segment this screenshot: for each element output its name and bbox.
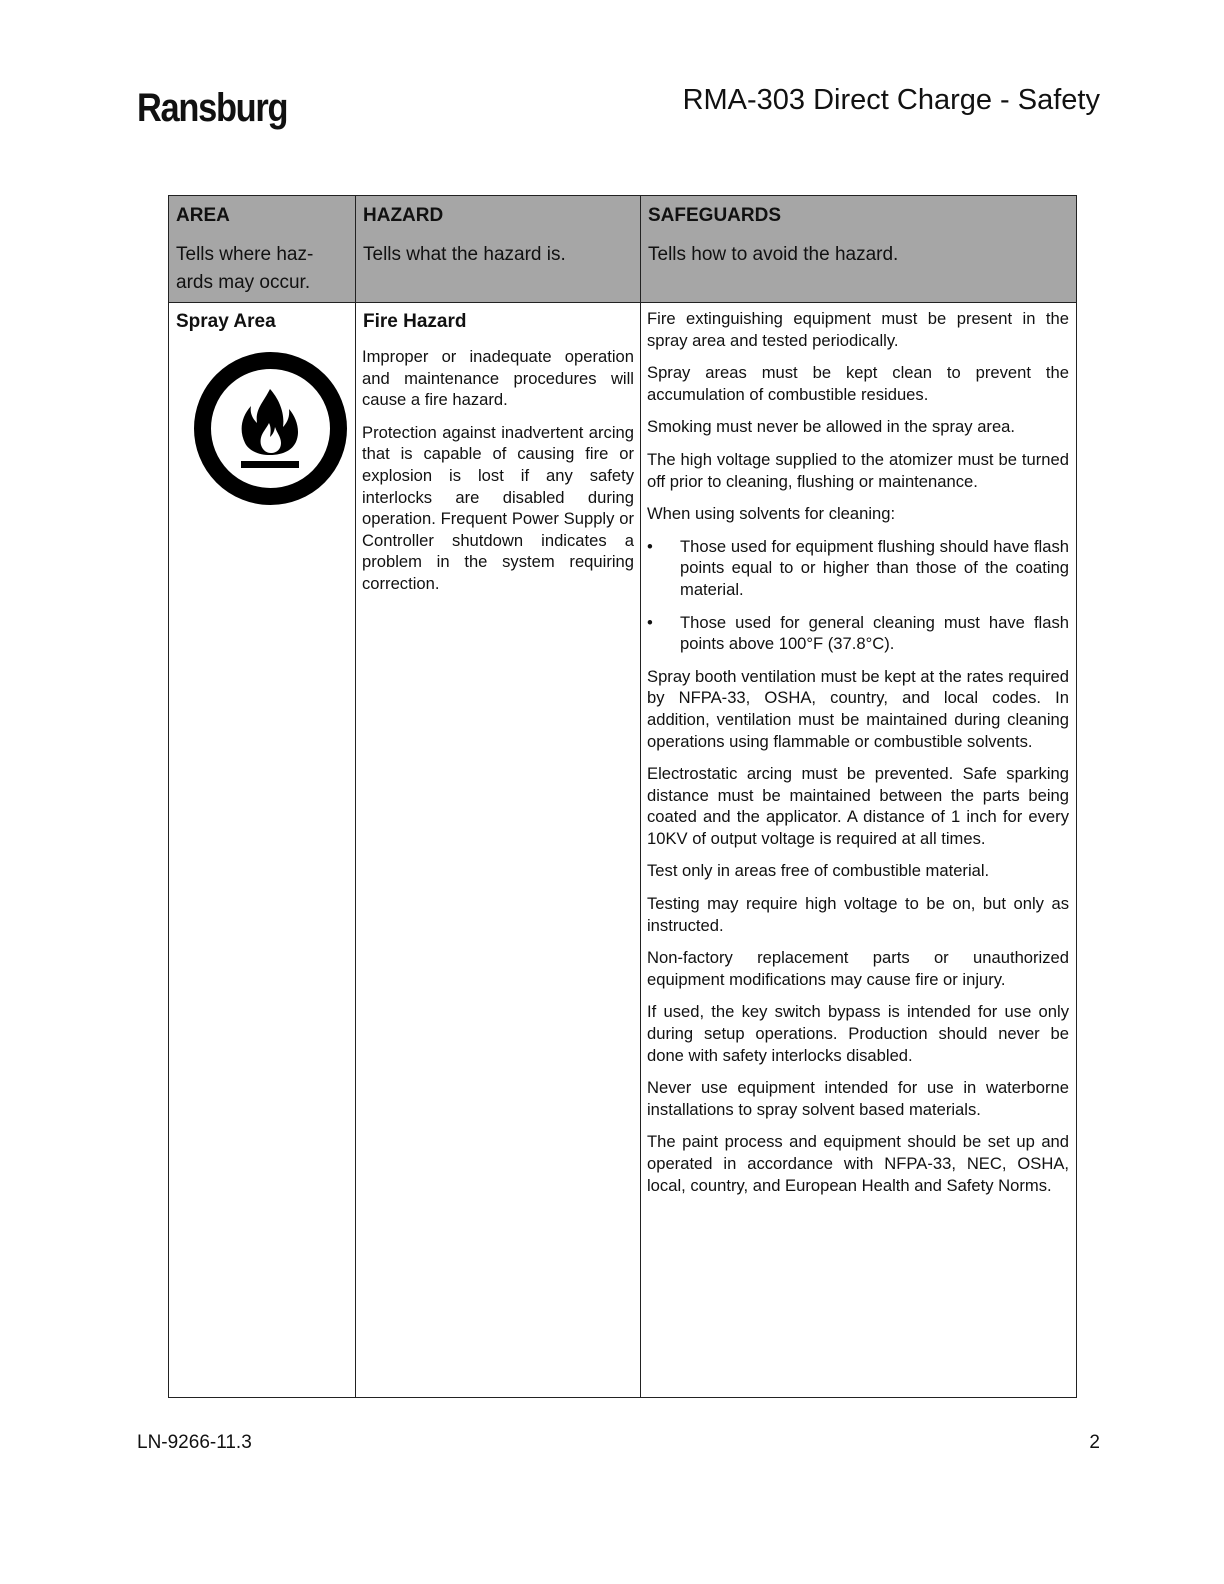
safeguard-paragraph: Spray booth ventilation must be kept at the rates required by NFPA-33, OSHA, country, and local codes. In addition, ventilation must be maintained during cleaning operations using flammable or combustible solvents. [647, 666, 1069, 751]
bullet-text: Those used for general cleaning must have flash points above 100°F (37.8°C). [680, 612, 1069, 654]
area-column [169, 196, 356, 1397]
safeguard-paragraph: Non-factory replacement parts or unauthorized equipment modifications may cause fire or injury. [647, 948, 1069, 989]
safeguard-paragraph: Spray areas must be kept clean to prevent the accumulation of combustible residues. [647, 363, 1069, 404]
hazard-paragraph: Improper or inadequate operation and maintenance procedures will cause a fire hazard. [362, 347, 634, 410]
safeguards-header-title: SAFEGUARDS [648, 205, 782, 226]
area-name: Spray Area [176, 311, 276, 332]
safeguard-paragraph: Test only in areas free of combustible material. [647, 861, 990, 881]
bullet-text: Those used for equipment flushing should have flash points equal to or higher than those of the coating material. [680, 536, 1069, 599]
area-header-title: AREA [176, 205, 230, 226]
solvent-bullet-list [647, 536, 1069, 655]
area-header-desc: Tells where haz-ards may occur. [176, 244, 314, 293]
safety-table [168, 195, 1077, 1398]
document-number: LN-9266-11.3 [137, 1432, 252, 1453]
safeguard-paragraph: Never use equipment intended for use in waterborne installations to spray solvent based materials. [647, 1078, 1069, 1119]
safeguard-paragraph: Fire extinguishing equipment must be present in the spray area and tested periodically. [647, 309, 1069, 350]
safeguards-column [641, 196, 1076, 1397]
safeguard-paragraph: Electrostatic arcing must be prevented. Safe sparking distance must be maintained between the parts being coated and the applicator. A distance of 1 inch for every 10KV of output voltage is required at all times. [647, 764, 1069, 848]
hazard-column [356, 196, 641, 1397]
safeguard-paragraph: If used, the key switch bypass is intended for use only during setup operations. Production should never be done with safety interlocks disabled. [647, 1002, 1069, 1065]
safeguard-paragraph: The high voltage supplied to the atomizer must be turned off prior to cleaning, flushing or maintenance. [647, 449, 1069, 491]
hazard-title: Fire Hazard [363, 311, 467, 332]
page-number: 2 [1089, 1432, 1100, 1453]
bullet-dot-icon: • [647, 536, 653, 556]
safeguard-paragraph: When using solvents for cleaning: [647, 504, 896, 524]
bullet-item [647, 536, 1069, 601]
bullet-dot-icon: • [647, 612, 653, 632]
document-title: RMA-303 Direct Charge - Safety [682, 84, 1100, 116]
safeguard-paragraph: Testing may require high voltage to be on, but only as instructed. [647, 894, 1069, 935]
hazard-paragraph: Protection against inadvertent arcing that is capable of causing fire or explosion is lost if any safety interlocks are disabled during operation. Frequent Power Supply or Controller shutdown indicates a problem in the system requiring correction. [362, 422, 634, 593]
fire-hazard-icon [193, 351, 348, 506]
bullet-item [647, 612, 1069, 655]
hazard-header-title: HAZARD [363, 205, 444, 226]
safeguard-paragraph: Smoking must never be allowed in the spray area. [647, 417, 1016, 437]
safeguard-paragraph: The paint process and equipment should be set up and operated in accordance with NFPA-33, NEC, OSHA, local, country, and European Health and Safety Norms. [647, 1132, 1069, 1195]
hazard-header-desc: Tells what the hazard is. [363, 244, 566, 265]
brand-logo: Ransburg [137, 86, 288, 130]
safeguards-list [647, 308, 1069, 1207]
hazard-description [362, 346, 634, 606]
safeguards-header-desc: Tells how to avoid the hazard. [648, 244, 899, 265]
